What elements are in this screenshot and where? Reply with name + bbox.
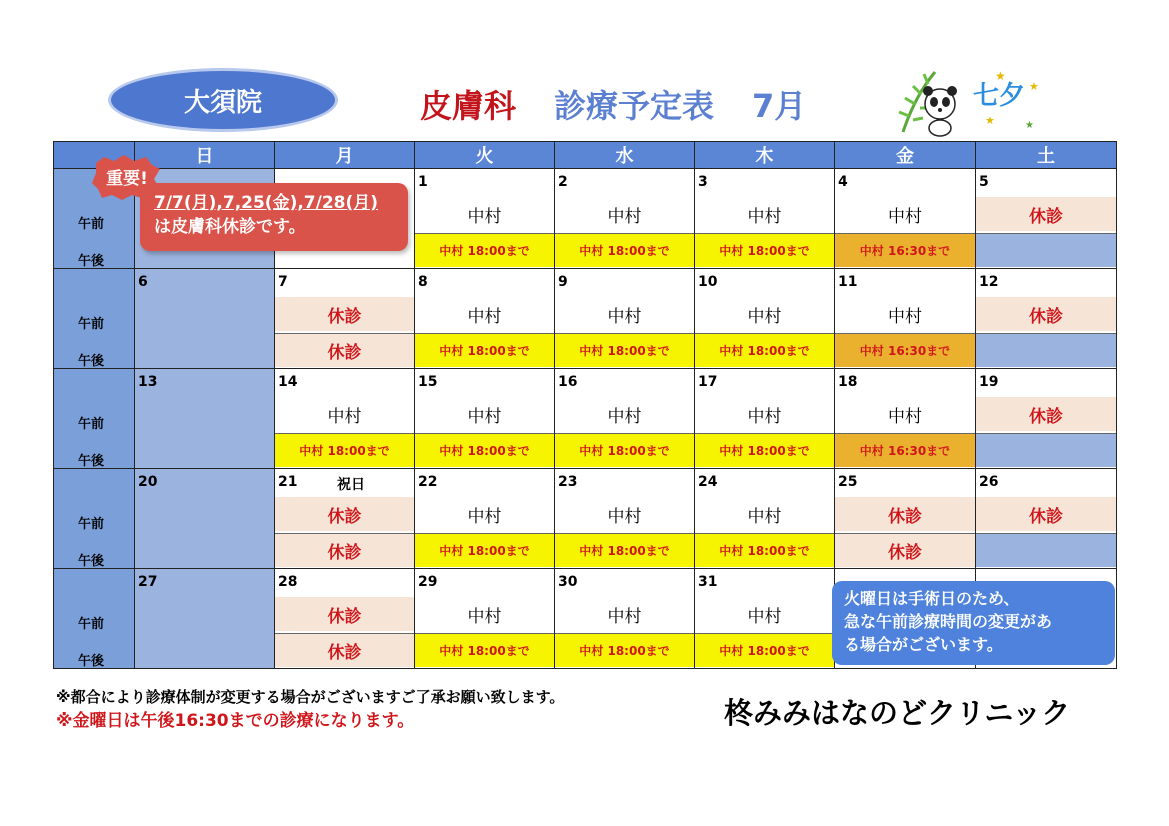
svg-text:★: ★ bbox=[985, 114, 995, 127]
day-cell bbox=[135, 369, 275, 469]
day-number: 11 bbox=[838, 274, 858, 290]
day-cell bbox=[835, 369, 976, 469]
svg-text:★: ★ bbox=[995, 69, 1006, 83]
pm-slot: 中村 18:00まで bbox=[415, 433, 554, 467]
day-number: 7 bbox=[278, 274, 288, 290]
day-number: 18 bbox=[838, 374, 858, 390]
svg-text:★: ★ bbox=[1029, 80, 1039, 93]
week-row bbox=[54, 369, 1117, 469]
am-slot: 中村 bbox=[467, 606, 502, 627]
am-slot: 休診 bbox=[976, 197, 1116, 231]
day-cell bbox=[555, 469, 695, 569]
am-label: 午前 bbox=[78, 317, 105, 332]
pm-slot: 中村 18:00まで bbox=[695, 633, 834, 667]
header-sat: 土 bbox=[976, 142, 1117, 169]
pm-label: 午後 bbox=[78, 254, 105, 269]
day-cell bbox=[555, 269, 695, 369]
pm-slot: 中村 18:00まで bbox=[555, 333, 694, 367]
notice-dates: 7/7(月),7,25(金),7/28(月) bbox=[154, 193, 379, 213]
am-slot: 中村 bbox=[467, 306, 502, 327]
day-cell bbox=[835, 469, 976, 569]
pm-slot: 休診 bbox=[275, 533, 414, 567]
am-slot: 中村 bbox=[327, 406, 362, 427]
surgery-note-line: 急な午前診療時間の変更があ bbox=[844, 612, 1053, 631]
week-label bbox=[54, 269, 135, 369]
day-number: 30 bbox=[558, 574, 578, 590]
pm-slot: 中村 18:00まで bbox=[415, 533, 554, 567]
svg-text:★: ★ bbox=[1025, 120, 1034, 131]
am-slot: 休診 bbox=[835, 497, 975, 531]
clinic-name: 柊みみはなのどクリニック bbox=[724, 696, 1071, 730]
day-number: 23 bbox=[558, 474, 578, 490]
header-tue: 火 bbox=[415, 142, 555, 169]
am-slot: 中村 bbox=[888, 406, 922, 427]
day-number: 8 bbox=[418, 274, 428, 290]
am-slot: 中村 bbox=[467, 206, 502, 227]
am-slot: 休診 bbox=[275, 597, 414, 631]
am-slot: 中村 bbox=[747, 206, 782, 227]
am-label: 午前 bbox=[78, 517, 105, 532]
pm-slot: 中村 16:30まで bbox=[835, 233, 975, 267]
day-number: 29 bbox=[418, 574, 438, 590]
am-slot: 中村 bbox=[607, 306, 642, 327]
pm-slot bbox=[976, 333, 1116, 367]
am-slot: 中村 bbox=[888, 306, 922, 327]
surgery-note-line: る場合がございます。 bbox=[844, 635, 1003, 654]
am-slot: 休診 bbox=[275, 497, 414, 531]
am-slot: 中村 bbox=[467, 506, 502, 527]
am-label: 午前 bbox=[78, 417, 105, 432]
day-number: 27 bbox=[138, 574, 158, 590]
pm-slot: 中村 18:00まで bbox=[555, 433, 694, 467]
day-cell bbox=[976, 369, 1117, 469]
day-cell bbox=[555, 369, 695, 469]
pm-label: 午後 bbox=[78, 554, 105, 569]
day-cell bbox=[415, 369, 555, 469]
header-thu: 木 bbox=[695, 142, 835, 169]
pm-slot: 中村 16:30まで bbox=[835, 433, 975, 467]
dept-title: 皮膚科 bbox=[420, 87, 517, 125]
day-cell bbox=[976, 469, 1117, 569]
pm-slot: 中村 18:00まで bbox=[555, 633, 694, 667]
day-number: 10 bbox=[698, 274, 718, 290]
day-cell bbox=[835, 169, 976, 269]
footer-friday-note: ※金曜日は午後16:30までの診療になります。 bbox=[56, 711, 415, 731]
pm-slot: 中村 18:00まで bbox=[695, 333, 834, 367]
important-text: 重要! bbox=[106, 169, 148, 189]
pm-label: 午後 bbox=[78, 654, 105, 669]
pm-slot: 休診 bbox=[835, 533, 975, 567]
day-cell bbox=[695, 269, 835, 369]
day-number: 9 bbox=[558, 274, 568, 290]
page-title bbox=[420, 87, 807, 125]
important-badge-icon bbox=[90, 153, 164, 201]
pm-slot: 中村 18:00まで bbox=[695, 233, 834, 267]
week-row bbox=[54, 469, 1117, 569]
am-slot: 休診 bbox=[976, 297, 1116, 331]
day-number: 22 bbox=[418, 474, 438, 490]
pm-slot: 中村 18:00まで bbox=[555, 533, 694, 567]
pm-label: 午後 bbox=[78, 454, 105, 469]
pm-slot: 中村 18:00まで bbox=[695, 533, 834, 567]
notice-text: は皮膚科休診です。 bbox=[154, 217, 306, 237]
pm-slot bbox=[976, 233, 1116, 267]
week-label bbox=[54, 469, 135, 569]
day-number: 20 bbox=[138, 474, 158, 490]
am-slot: 中村 bbox=[888, 206, 922, 227]
day-number: 6 bbox=[138, 274, 148, 290]
day-number: 4 bbox=[838, 174, 848, 190]
tanabata-text: 七夕 bbox=[973, 81, 1026, 111]
day-number: 21 bbox=[278, 474, 298, 490]
schedule-title: 診療予定表 bbox=[554, 87, 715, 125]
holiday-label: 祝日 bbox=[337, 477, 365, 493]
day-cell bbox=[695, 469, 835, 569]
day-cell bbox=[695, 369, 835, 469]
am-slot: 中村 bbox=[607, 406, 642, 427]
day-cell bbox=[695, 569, 835, 669]
am-slot: 中村 bbox=[747, 406, 782, 427]
day-cell bbox=[275, 469, 415, 569]
weekday-header-row bbox=[54, 142, 1117, 169]
pm-slot: 中村 18:00まで bbox=[695, 433, 834, 467]
branch-badge: 大須院 bbox=[108, 68, 338, 132]
day-cell bbox=[135, 569, 275, 669]
day-cell bbox=[976, 269, 1117, 369]
pm-slot bbox=[976, 433, 1116, 467]
day-cell bbox=[976, 169, 1117, 269]
day-number: 17 bbox=[698, 374, 718, 390]
am-slot: 休診 bbox=[976, 497, 1116, 531]
am-slot: 中村 bbox=[747, 506, 782, 527]
am-slot: 休診 bbox=[275, 297, 414, 331]
pm-slot: 休診 bbox=[275, 333, 414, 367]
day-number: 16 bbox=[558, 374, 578, 390]
pm-slot: 中村 18:00まで bbox=[415, 233, 554, 267]
day-number: 14 bbox=[278, 374, 298, 390]
am-slot: 中村 bbox=[747, 306, 782, 327]
day-number: 25 bbox=[838, 474, 858, 490]
day-number: 28 bbox=[278, 574, 298, 590]
month-title: 7月 bbox=[752, 87, 807, 125]
footer-note: ※都合により診療体制が変更する場合がございますご了承お願い致します。 bbox=[56, 688, 565, 706]
day-cell bbox=[415, 169, 555, 269]
day-number: 13 bbox=[138, 374, 158, 390]
pm-slot: 中村 18:00まで bbox=[415, 633, 554, 667]
day-number: 19 bbox=[979, 374, 999, 390]
day-cell bbox=[555, 569, 695, 669]
day-number: 31 bbox=[698, 574, 718, 590]
pm-slot: 休診 bbox=[275, 633, 414, 667]
pm-slot: 中村 18:00まで bbox=[555, 233, 694, 267]
header-mon: 月 bbox=[275, 142, 415, 169]
header-fri: 金 bbox=[835, 142, 976, 169]
pm-slot: 中村 16:30まで bbox=[835, 333, 975, 367]
am-slot: 中村 bbox=[467, 406, 502, 427]
am-label: 午前 bbox=[78, 617, 105, 632]
day-cell bbox=[135, 269, 275, 369]
am-slot: 中村 bbox=[747, 606, 782, 627]
tanabata-illustration-icon bbox=[895, 66, 1045, 138]
surgery-note-line: 火曜日は手術日のため、 bbox=[844, 589, 1020, 608]
day-cell bbox=[275, 569, 415, 669]
day-number: 12 bbox=[979, 274, 999, 290]
surgery-note bbox=[832, 581, 1115, 665]
day-cell bbox=[415, 569, 555, 669]
pm-slot: 中村 18:00まで bbox=[415, 333, 554, 367]
day-number: 24 bbox=[698, 474, 718, 490]
am-label: 午前 bbox=[78, 217, 105, 232]
day-number: 15 bbox=[418, 374, 438, 390]
day-cell bbox=[275, 269, 415, 369]
day-number: 5 bbox=[979, 174, 989, 190]
pm-slot: 中村 18:00まで bbox=[275, 433, 414, 467]
am-slot: 中村 bbox=[607, 506, 642, 527]
pm-slot bbox=[976, 533, 1116, 567]
day-cell bbox=[555, 169, 695, 269]
day-number: 2 bbox=[558, 174, 568, 190]
day-cell bbox=[695, 169, 835, 269]
day-cell bbox=[275, 369, 415, 469]
week-row bbox=[54, 269, 1117, 369]
week-label bbox=[54, 569, 135, 669]
header-wed: 水 bbox=[555, 142, 695, 169]
day-number: 1 bbox=[418, 174, 428, 190]
day-number: 26 bbox=[979, 474, 999, 490]
day-cell bbox=[415, 269, 555, 369]
week-label bbox=[54, 369, 135, 469]
closure-notice bbox=[140, 183, 408, 251]
am-slot: 中村 bbox=[607, 206, 642, 227]
pm-label: 午後 bbox=[78, 354, 105, 369]
am-slot: 休診 bbox=[976, 397, 1116, 431]
day-cell bbox=[415, 469, 555, 569]
am-slot: 中村 bbox=[607, 606, 642, 627]
day-number: 3 bbox=[698, 174, 708, 190]
header-sun: 日 bbox=[135, 142, 275, 169]
day-cell bbox=[135, 469, 275, 569]
day-cell bbox=[835, 269, 976, 369]
